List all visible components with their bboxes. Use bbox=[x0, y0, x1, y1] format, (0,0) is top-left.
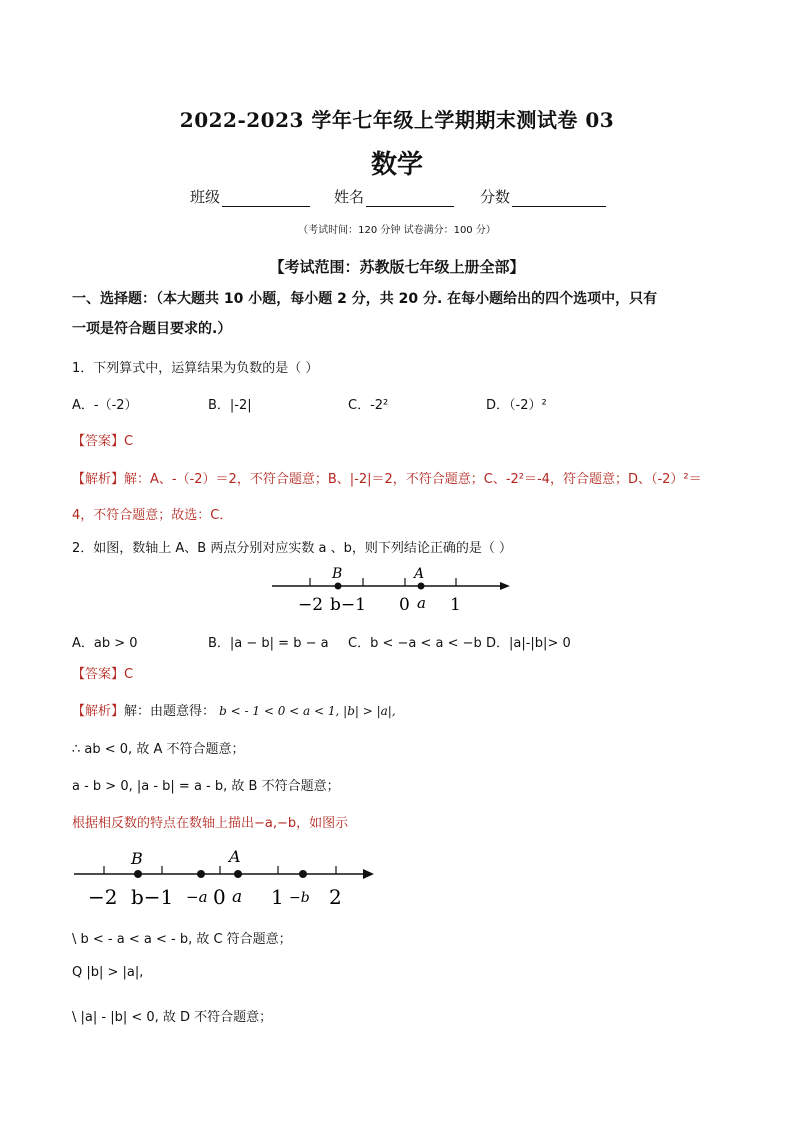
tick-label: 0 bbox=[399, 595, 410, 615]
tick-label: b−1 bbox=[131, 885, 174, 909]
answer-value: C bbox=[124, 434, 134, 449]
point-label-a: A bbox=[414, 566, 425, 582]
tick-label: −a bbox=[186, 888, 208, 906]
q1-stem: 1．下列算式中，运算结果为负数的是（ ） bbox=[72, 361, 319, 376]
q2-option-a: A．ab > 0 bbox=[72, 636, 138, 651]
name-field bbox=[334, 186, 454, 207]
tick-label: 1 bbox=[271, 885, 284, 909]
q2-step2: a - b > 0, |a - b| = a - b, 故 B 不符合题意； bbox=[72, 779, 340, 794]
answer-tag: 【答案】 bbox=[72, 434, 125, 449]
q2-step4: \ b < - a < a < - b, 故 C 符合题意； bbox=[72, 932, 292, 947]
q2-stem: 2．如图，数轴上 A、B 两点分别对应实数 a 、b，则下列结论正确的是（ ） bbox=[72, 541, 512, 556]
tick-label: 2 bbox=[329, 885, 342, 909]
score-field bbox=[480, 186, 606, 207]
q2-option-b: B．|a − b| = b − a bbox=[208, 636, 329, 651]
q1-option-d: D．（-2）² bbox=[486, 398, 547, 413]
q2-step3: 根据相反数的特点在数轴上描出−a,−b，如图示 bbox=[72, 816, 349, 831]
analysis-tag: 【解析】 bbox=[72, 472, 125, 487]
number-line-figure-2 bbox=[68, 842, 380, 910]
analysis-text: 解：A、-（-2）＝2，不符合题意；B、|-2|＝2，不符合题意；C、-2²＝-4，符合题意；D、（-2）²＝ bbox=[124, 472, 702, 487]
q2-step6: \ |a| - |b| < 0, 故 D 不符合题意； bbox=[72, 1010, 273, 1025]
q1-option-c: C．-2² bbox=[348, 398, 389, 413]
section-heading-line2: 一项是符合题目要求的.） bbox=[72, 321, 232, 337]
q1-answer bbox=[72, 430, 133, 449]
answer-value: C bbox=[124, 667, 134, 682]
tick-label: −b bbox=[289, 890, 310, 906]
answer-tag: 【答案】 bbox=[72, 667, 125, 682]
number-line-figure-1 bbox=[268, 562, 516, 618]
class-field bbox=[190, 186, 310, 207]
tick-label: a bbox=[417, 594, 426, 612]
tick-label: 0 bbox=[213, 885, 226, 909]
exam-time-note: （考试时间：120 分钟 试卷满分：100 分） bbox=[298, 225, 496, 236]
point-label-b: B bbox=[332, 566, 343, 582]
analysis-math: b < - 1 < 0 < a < 1, |b| > |a|, bbox=[219, 704, 396, 718]
analysis-text: 解：由题意得： bbox=[124, 704, 216, 719]
class-label: 班级 bbox=[190, 188, 221, 206]
q1-analysis-line2: 4，不符合题意；故选：C． bbox=[72, 508, 233, 523]
q2-analysis-intro bbox=[72, 700, 396, 719]
q2-step5: Q |b| > |a|, bbox=[72, 965, 144, 980]
q2-step1: ∴ ab < 0, 故 A 不符合题意； bbox=[72, 742, 245, 757]
name-label: 姓名 bbox=[334, 188, 365, 206]
point-label-b: B bbox=[131, 849, 143, 868]
q1-option-b: B．|-2| bbox=[208, 398, 252, 413]
subject-title: 数学 bbox=[370, 150, 423, 180]
name-blank bbox=[366, 192, 454, 207]
class-blank bbox=[222, 192, 310, 207]
tick-label: −2 bbox=[88, 885, 118, 909]
tick-label: a bbox=[232, 887, 243, 907]
analysis-tag: 【解析】 bbox=[72, 704, 125, 719]
tick-label: 1 bbox=[450, 595, 461, 615]
point-label-a: A bbox=[229, 847, 241, 866]
q1-analysis-line1 bbox=[72, 468, 702, 487]
q2-option-c: C．b < −a < a < −b bbox=[348, 636, 482, 651]
score-label: 分数 bbox=[480, 188, 511, 206]
tick-label: b−1 bbox=[330, 595, 366, 615]
q2-answer bbox=[72, 663, 133, 682]
section-heading-line1: 一、选择题：（本大题共 10 小题，每小题 2 分，共 20 分. 在每小题给出的四个选项中，只有 bbox=[72, 291, 658, 307]
q1-option-a: A．-（-2） bbox=[72, 398, 138, 413]
paper-title: 2022-2023 学年七年级上学期期末测试卷 03 bbox=[179, 108, 615, 132]
tick-label: −2 bbox=[298, 595, 324, 615]
q2-option-d: D．|a|-|b|> 0 bbox=[486, 636, 571, 651]
exam-scope: 【考试范围：苏教版七年级上册全部】 bbox=[269, 258, 525, 276]
score-blank bbox=[512, 192, 606, 207]
